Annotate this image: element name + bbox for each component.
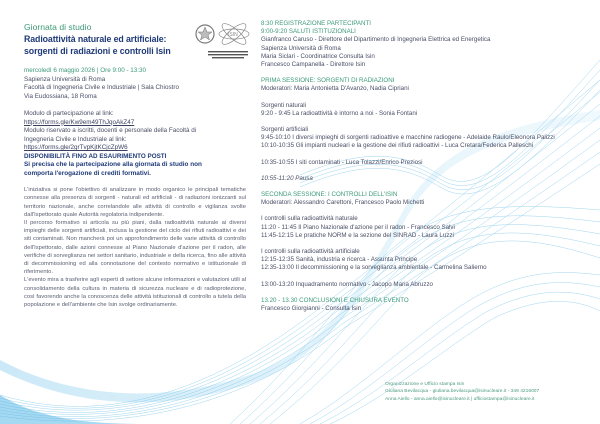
speaker-line: Sapienza Università di Roma <box>261 44 341 52</box>
page-title-line1: Radioattività naturale ed artificiale: <box>24 34 167 44</box>
availability-notice: DISPONIBILITÀ FINO AD ESAURIMENTO POSTI <box>24 152 167 160</box>
registration-intro: Modulo di partecipazione al link: <box>24 110 114 117</box>
reserved-note: Ingegneria Civile e Industriale al link: <box>24 135 127 143</box>
conclusions-speaker: Francesco Giorgianni - Consulta Isin <box>261 305 362 313</box>
talk-item: 11:45-12:15 Le pratiche NORM e la sezione del SINRAD - Laura Luzzi <box>261 231 454 239</box>
reserved-registration-link[interactable]: https://forms.gle/2grTvpKjtKCjcZpW6 <box>24 144 128 151</box>
speaker-line: Francesco Campanella - Direttore Isin <box>261 61 366 69</box>
talk-item: 10:35-10:55 I siti contaminati - Luca Tolazzi/Enrico Preziosi <box>261 158 423 166</box>
talk-item: 10:10-10:35 Gli impianti nucleari e la gestione dei rifiuti radioattivi - Luca Cretara/Federica Palleschi <box>261 142 534 150</box>
session1-moderators: Moderatori: Maria Antonietta D'Avanzo, Nadia Cipriani <box>261 85 409 93</box>
credits-note: Si precisa che la partecipazione alla giornata di studio non <box>24 161 202 168</box>
talk-item: 12:35-13:00 Il decommissioning e la sorveglianza ambientale - Carmelina Salierno <box>261 264 487 272</box>
contacts-heading: Organizzazione e Ufficio stampa Isin <box>385 382 465 387</box>
talk-item: 13:00-13:20 Inquadramento normativo - Jacopo Maria Abruzzo <box>261 280 433 288</box>
left-column <box>24 22 246 309</box>
venue-line: Facoltà di Ingegneria Civile e Industriale | Sala Chiostro <box>24 84 179 91</box>
talk-item: 9:45-10:10 I diversi impieghi di sorgenti radioattive e macchine radiogene - Adelaide Raulo/Eleonora Palizzi <box>261 134 555 142</box>
natural-sources-heading: Sorgenti naturali <box>261 101 307 109</box>
conclusions-title: 13.20 - 13.30 CONCLUSIONI E CHIUSURA EVENTO <box>261 296 409 304</box>
program-registration: 8:30 REGISTRAZIONE PARTECIPANTI <box>261 20 372 27</box>
talk-item: 11:20 - 11:45 Il Piano Nazionale d'azione per il radon - Francesco Salvi <box>261 223 455 231</box>
artificial-sources-heading: Sorgenti artificiali <box>261 126 309 134</box>
event-type: Giornata di studio <box>24 22 92 32</box>
speaker-line: Gianfranco Caruso - Direttore del Dipartimento di Ingegneria Elettrica ed Energetica <box>261 36 491 44</box>
artificial-controls-heading: I controlli sulla radioattività artificiale <box>261 248 360 256</box>
venue-address: Via Eudossiana, 18 Roma <box>24 92 97 100</box>
reserved-note: Modulo riservato a iscritti, docenti e personale della Facoltà di <box>24 127 197 134</box>
natural-controls-heading: I controlli sulla radioattività naturale <box>261 215 358 223</box>
description-paragraph: Il percorso formativo si articola su più piani, dalla radioattività naturale ai diversi impieghi delle sorgenti artificiali, inclusa la gestione del ciclo dei rifiuti radioattivi e dei siti contaminati. Non mancherà poi un approfondimento delle varie attività di controllo dell'Ispettorato, dalle azioni connesse al Piano Nazionale d'azione per il radon, alle verifiche di sorveglianza nei settori sanitario, industriale e della ricerca, fino alle attività di decommissioning ed alla connotazione del contesto normativo e istituzionale di riferimento. <box>24 220 246 276</box>
talk-item: 9:20 - 9:45 La radioattività è intorno a noi - Sonia Fontani <box>261 109 418 117</box>
contact-line: Anna Aiello - anna.aiello@isinucleare.it | ufficiostampa@isinucleare.it <box>385 396 535 402</box>
registration-link[interactable]: https://forms.gle/Kw9em49ThJqoAkZ47 <box>24 118 135 126</box>
speaker-line: Maria Siclari - Coordinatrice Consulta Isin <box>261 52 375 60</box>
credits-note: comporta l'erogazione di crediti formativi. <box>24 169 151 177</box>
program-greetings: 9:00-9:20 SALUTI ISTITUZIONALI <box>261 28 356 36</box>
session2-title: SECONDA SESSIONE: I CONTROLLI DELL'ISIN <box>261 191 398 199</box>
description-paragraph: L'evento mira a trasferire agli esperti di settore alcune informazioni e valutazioni utili al consolidamento della cultura in materia di sicurezza nucleare e di radioprotezione, così favorendo anche la conoscenza delle attività istituzionali di controllo a tutela della popolazione e dell'ambiente che Isin svolge ordinariamente. <box>24 277 246 309</box>
session2-moderators: Moderatori: Alessandro Carettoni, Francesco Paolo Michetti <box>261 199 425 207</box>
svg-text:ISIN: ISIN <box>228 32 238 38</box>
page-title-line2: sorgenti di radiazioni e controlli Isin <box>24 46 171 56</box>
venue-line: Sapienza Università di Roma <box>24 75 106 83</box>
description-paragraph: L'iniziativa si pone l'obiettivo di analizzare in modo organico le principali tematiche connesse alla presenza di sorgenti - naturali ed artificiali - di radiazioni ionizzanti sul territorio nazionale, anche correlandole alle attività di controllo e vigilanza svolte dall'Ispettorato quale Autorità regolatoria indipendente. <box>24 187 246 218</box>
press-contacts <box>385 381 539 403</box>
program-column <box>261 20 600 313</box>
break-item: 10:55-11:20 Pausa <box>261 174 313 182</box>
session1-title: PRIMA SESSIONE: SORGENTI DI RADIAZIONI <box>261 77 395 85</box>
contact-line: Giuliana Bevilacqua - giuliana.bevilacqua@isinucleare.it - 349 4216007 <box>385 389 540 395</box>
event-date-time: mercoledì 6 maggio 2026 | Ore 9:00 - 13:30 <box>24 67 147 74</box>
talk-item: 12:15-12:35 Sanità, industria e ricerca - Assunta Principe <box>261 256 418 264</box>
